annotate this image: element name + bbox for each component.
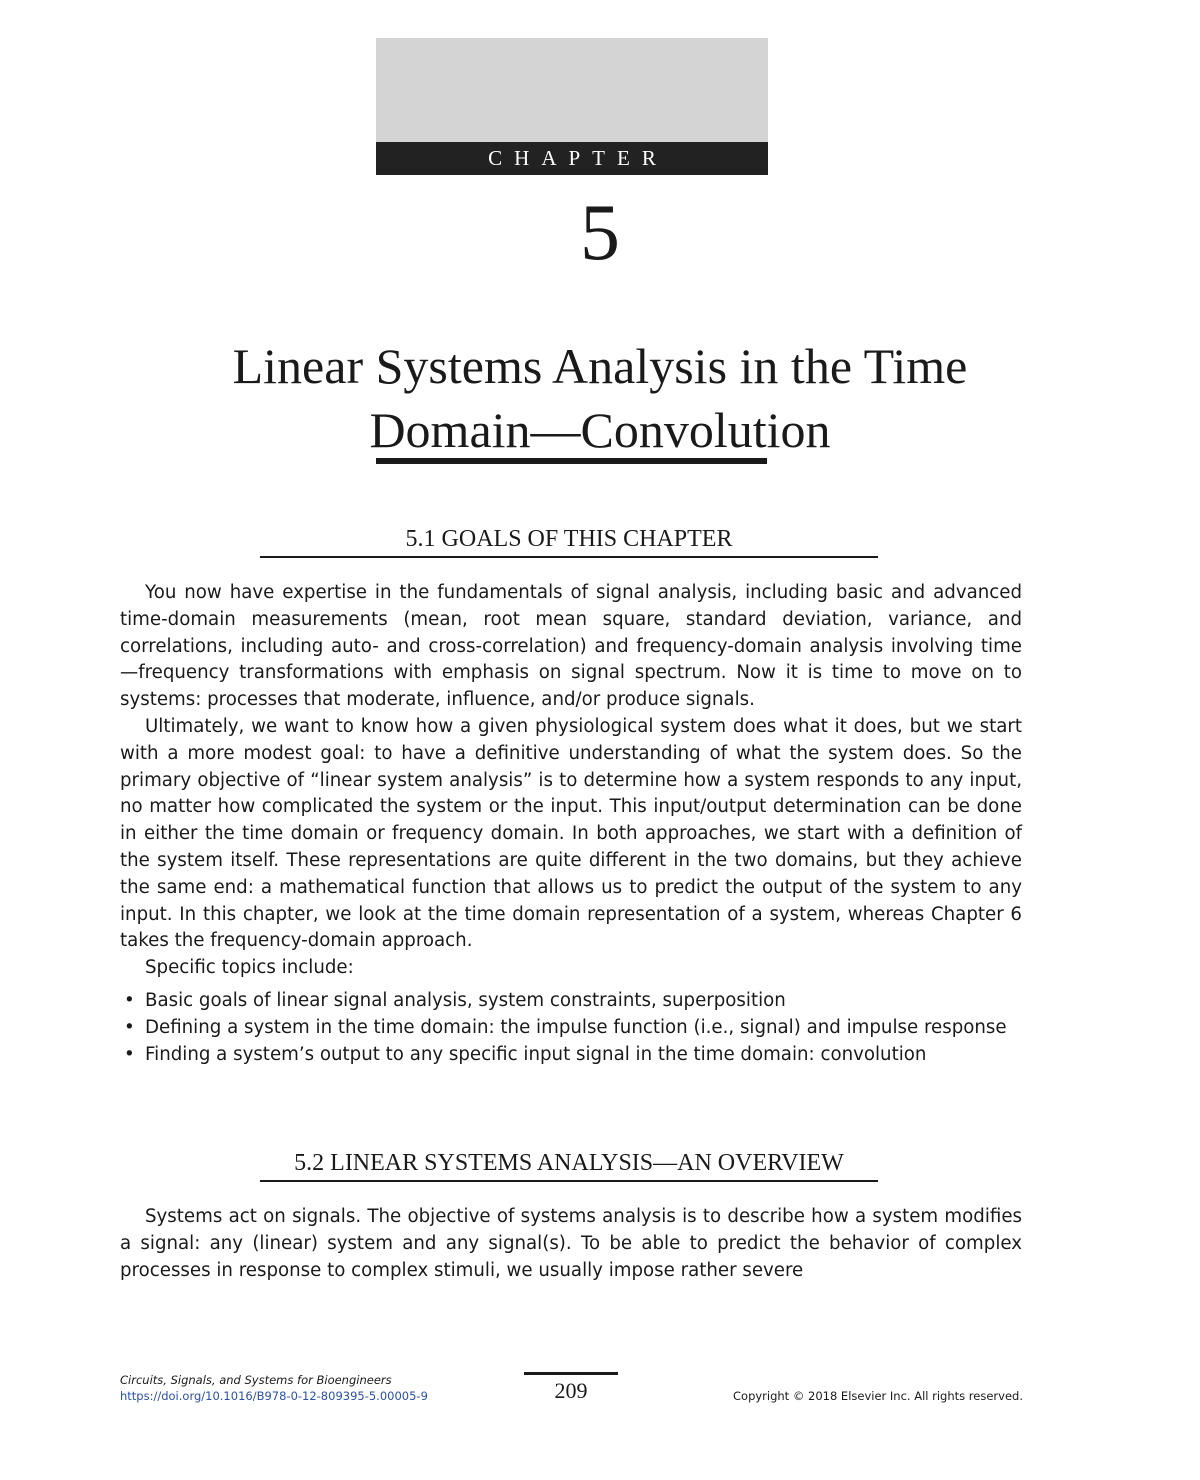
page-footer — [120, 1372, 1023, 1412]
bullet-icon: • — [124, 1016, 135, 1038]
list-item-text: Basic goals of linear signal analysis, system constraints, superposition — [145, 989, 786, 1011]
chapter-label-bar — [376, 142, 768, 175]
page-number: 209 — [554, 1378, 588, 1403]
list-item-text: Defining a system in the time domain: the impulse function (i.e., signal) and impulse response — [145, 1016, 1007, 1038]
chapter-title — [100, 334, 1100, 462]
paragraph: Systems act on signals. The objective of systems analysis is to describe how a system modifies a signal: any (linear) system and any signal(s). To be able to predict the behavior of complex processes in response to complex stimuli, we usually impose rather severe — [120, 1206, 1022, 1281]
doi-link[interactable]: https://doi.org/10.1016/B978-0-12-809395-5.00005-9 — [120, 1389, 428, 1403]
chapter-label: CHAPTER — [488, 146, 668, 170]
book-title: Circuits, Signals, and Systems for Bioengineers — [120, 1373, 392, 1387]
section-body-5-2 — [120, 1204, 1022, 1284]
section-rule-5-2 — [260, 1180, 878, 1182]
list-item — [120, 1042, 1022, 1069]
footer-page — [524, 1372, 618, 1403]
footer-citation — [120, 1372, 428, 1404]
list-item-text: Finding a system’s output to any specific input signal in the time domain: convolution — [145, 1043, 927, 1065]
paragraph: Specific topics include: — [145, 957, 354, 979]
paragraph: You now have expertise in the fundamentals of signal analysis, including basic and advanced time-domain measurements (mean, root mean square, standard deviation, variance, and correlations, including auto- and cross-correlation) and frequency-domain analysis involving time—frequency transformations with emphasis on signal spectrum. Now it is time to move on to systems: processes that moderate, influence, and/or produce signals. — [120, 582, 1022, 711]
chapter-banner — [376, 38, 768, 175]
copyright-notice: Copyright © 2018 Elsevier Inc. All rights reserved. — [733, 1389, 1023, 1403]
bullet-icon: • — [124, 989, 135, 1011]
paragraph: Ultimately, we want to know how a given physiological system does what it does, but we start with a more modest goal: to have a definitive understanding of what the system does. So the primary objective of “linear system analysis” is to determine how a system responds to any input, no matter how complicated the system or the input. This input/output determination can be done in either the time domain or frequency domain. In both approaches, we start with a definition of the system itself. These representations are quite different in the two domains, but they achieve the same end: a mathematical function that allows us to predict the output of the system to any input. In this chapter, we look at the time domain representation of a system, whereas Chapter 6 takes the frequency-domain approach. — [120, 715, 1022, 952]
section-body-5-1 — [120, 580, 1022, 1068]
section-heading-5-2: 5.2 LINEAR SYSTEMS ANALYSIS—AN OVERVIEW — [294, 1150, 844, 1176]
section-rule-5-1 — [260, 556, 878, 558]
topic-list — [120, 988, 1022, 1068]
page-number-rule — [524, 1372, 618, 1375]
list-item — [120, 988, 1022, 1015]
section-heading-5-1: 5.1 GOALS OF THIS CHAPTER — [405, 526, 733, 552]
list-item — [120, 1015, 1022, 1042]
bullet-icon: • — [124, 1043, 135, 1065]
chapter-title-line-2: Domain—Convolution — [369, 402, 831, 458]
chapter-number: 5 — [580, 189, 620, 277]
chapter-title-line-1: Linear Systems Analysis in the Time — [232, 338, 968, 394]
title-underline — [376, 458, 767, 464]
